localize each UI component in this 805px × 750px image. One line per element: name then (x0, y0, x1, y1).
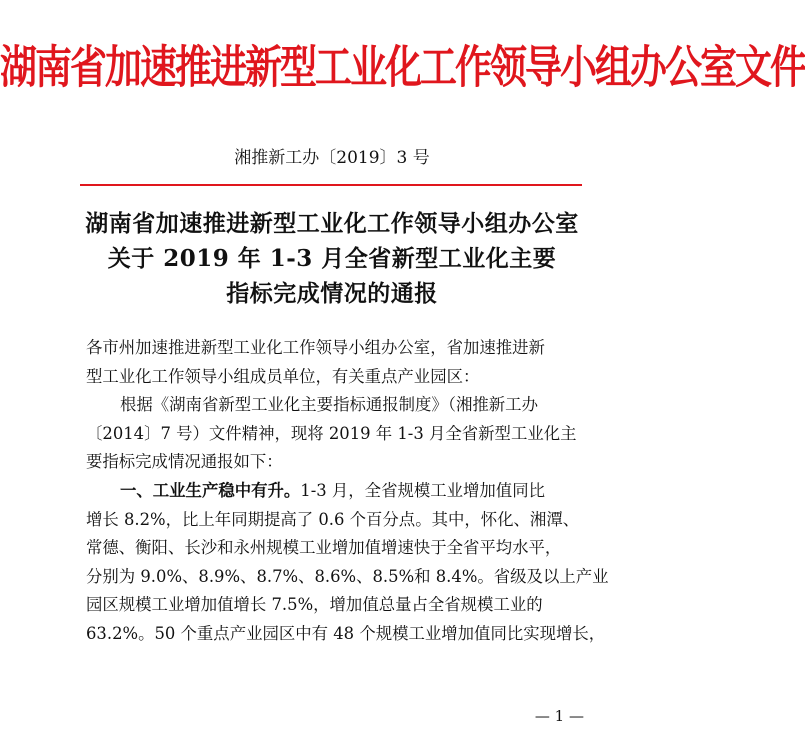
addressee-line-2: 型工业化工作领导小组成员单位，有关重点产业园区： (86, 366, 480, 386)
section-1-line-6: 63.2%。50 个重点产业园区中有 48 个规模工业增加值同比实现增长， (86, 623, 606, 643)
section-1-line-5: 园区规模工业增加值增长 7.5%，增加值总量占全省规模工业的 (86, 595, 543, 615)
page-number: — 1 — (534, 707, 584, 725)
intro-line-2: 〔2014〕7 号）文件精神，现将 2019 年 1-3 月全省新型工业化主 (86, 423, 577, 443)
title-line-3: 指标完成情况的通报 (226, 280, 438, 307)
section-1-line-2: 增长 8.2%，比上年同期提高了 0.6 个百分点。其中，怀化、湘潭、 (86, 509, 580, 529)
section-1-line-4: 分别为 9.0%、8.9%、8.7%、8.6%、8.5%和 8.4%。省级及以上产业 (86, 566, 609, 586)
addressee-paragraph (86, 334, 582, 391)
section-1-line-3: 常德、衡阳、长沙和永州规模工业增加值增速快于全省平均水平， (86, 538, 562, 558)
document-title (0, 206, 664, 311)
intro-paragraph (86, 391, 582, 477)
masthead-title: 湖南省加速推进新型工业化工作领导小组办公室文件 (0, 39, 805, 94)
title-line-2: 关于 2019 年 1-3 月全省新型工业化主要 (107, 245, 557, 272)
document-number: 湘推新工办〔2019〕3 号 (234, 148, 430, 168)
section-1-line-1 (86, 477, 582, 506)
document-body (86, 334, 609, 649)
red-divider-line (80, 184, 582, 186)
intro-line-1: 根据《湖南省新型工业化主要指标通报制度》（湘推新工办 (120, 395, 538, 415)
intro-line-3: 要指标完成情况通报如下： (86, 452, 283, 472)
section-1-paragraph (86, 477, 609, 649)
addressee-line-1: 各市州加速推进新型工业化工作领导小组办公室，省加速推进新 (86, 338, 545, 357)
title-line-1: 湖南省加速推进新型工业化工作领导小组办公室 (85, 210, 579, 237)
section-1-line-1-text: 1-3 月，全省规模工业增加值同比 (300, 480, 545, 500)
section-1-heading: 一、工业生产稳中有升。 (120, 480, 301, 500)
